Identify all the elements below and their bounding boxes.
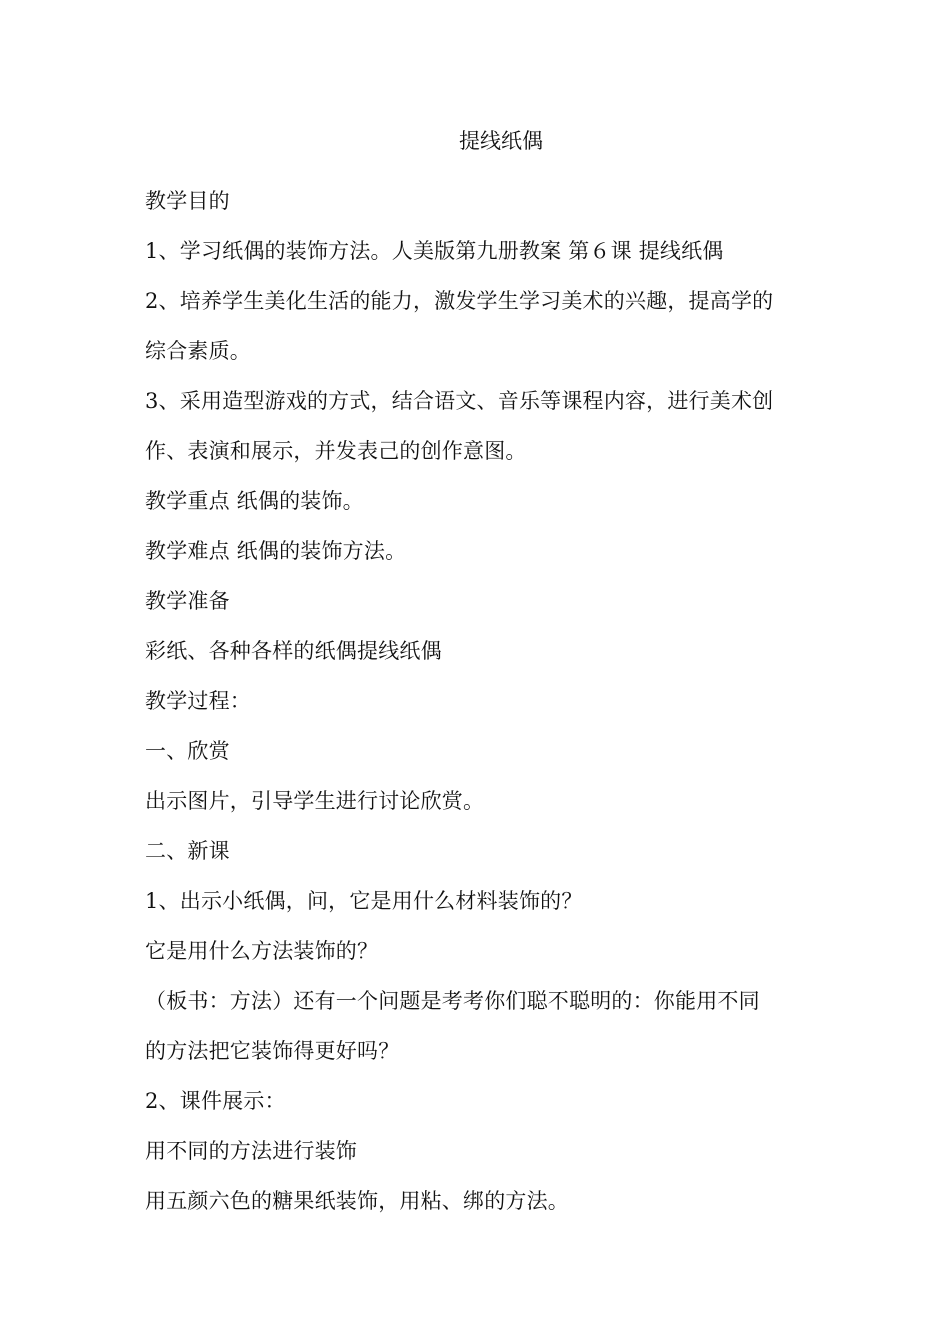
document-body — [145, 176, 810, 1226]
objective-2-continued: 综合素质。 — [145, 339, 251, 363]
section-heading-objectives: 教学目的 — [145, 189, 230, 213]
new-lesson-board-note: （板书：方法）还有一个问题是考考你们聪不聪明的：你能用不同 — [145, 989, 760, 1013]
section-heading-preparation: 教学准备 — [145, 589, 230, 613]
preparation-materials: 彩纸、各种各样的纸偶提线纸偶 — [145, 639, 442, 663]
objective-1: 1、学习纸偶的装饰方法。人美版第九册教案 第６课 提线纸偶 — [145, 239, 724, 263]
decoration-candy-paper: 用五颜六色的糖果纸装饰，用粘、绑的方法。 — [145, 1189, 569, 1213]
objective-3: 3、采用造型游戏的方式，结合语文、音乐等课程内容，进行美术创 — [145, 389, 774, 413]
new-lesson-board-note-continued: 的方法把它装饰得更好吗？ — [145, 1039, 400, 1063]
document-title: 提线纸偶 — [459, 129, 543, 153]
step-heading-appreciation: 一、欣赏 — [145, 739, 230, 763]
teaching-key-point: 教学重点 纸偶的装饰。 — [145, 489, 364, 513]
new-lesson-item-1: 1、出示小纸偶，问，它是用什么材料装饰的？ — [145, 889, 583, 913]
section-heading-process: 教学过程： — [145, 689, 251, 713]
new-lesson-question: 它是用什么方法装饰的？ — [145, 939, 379, 963]
objective-3-continued: 作、表演和展示，并发表己的创作意图。 — [145, 439, 527, 463]
objective-2: 2、培养学生美化生活的能力，激发学生学习美术的兴趣，提高学的 — [145, 289, 774, 313]
decoration-methods: 用不同的方法进行装饰 — [145, 1139, 357, 1163]
new-lesson-item-2: 2、课件展示： — [145, 1089, 286, 1113]
step-heading-new-lesson: 二、新课 — [145, 839, 230, 863]
appreciation-text: 出示图片，引导学生进行讨论欣赏。 — [145, 789, 485, 813]
teaching-difficulty: 教学难点 纸偶的装饰方法。 — [145, 539, 407, 563]
